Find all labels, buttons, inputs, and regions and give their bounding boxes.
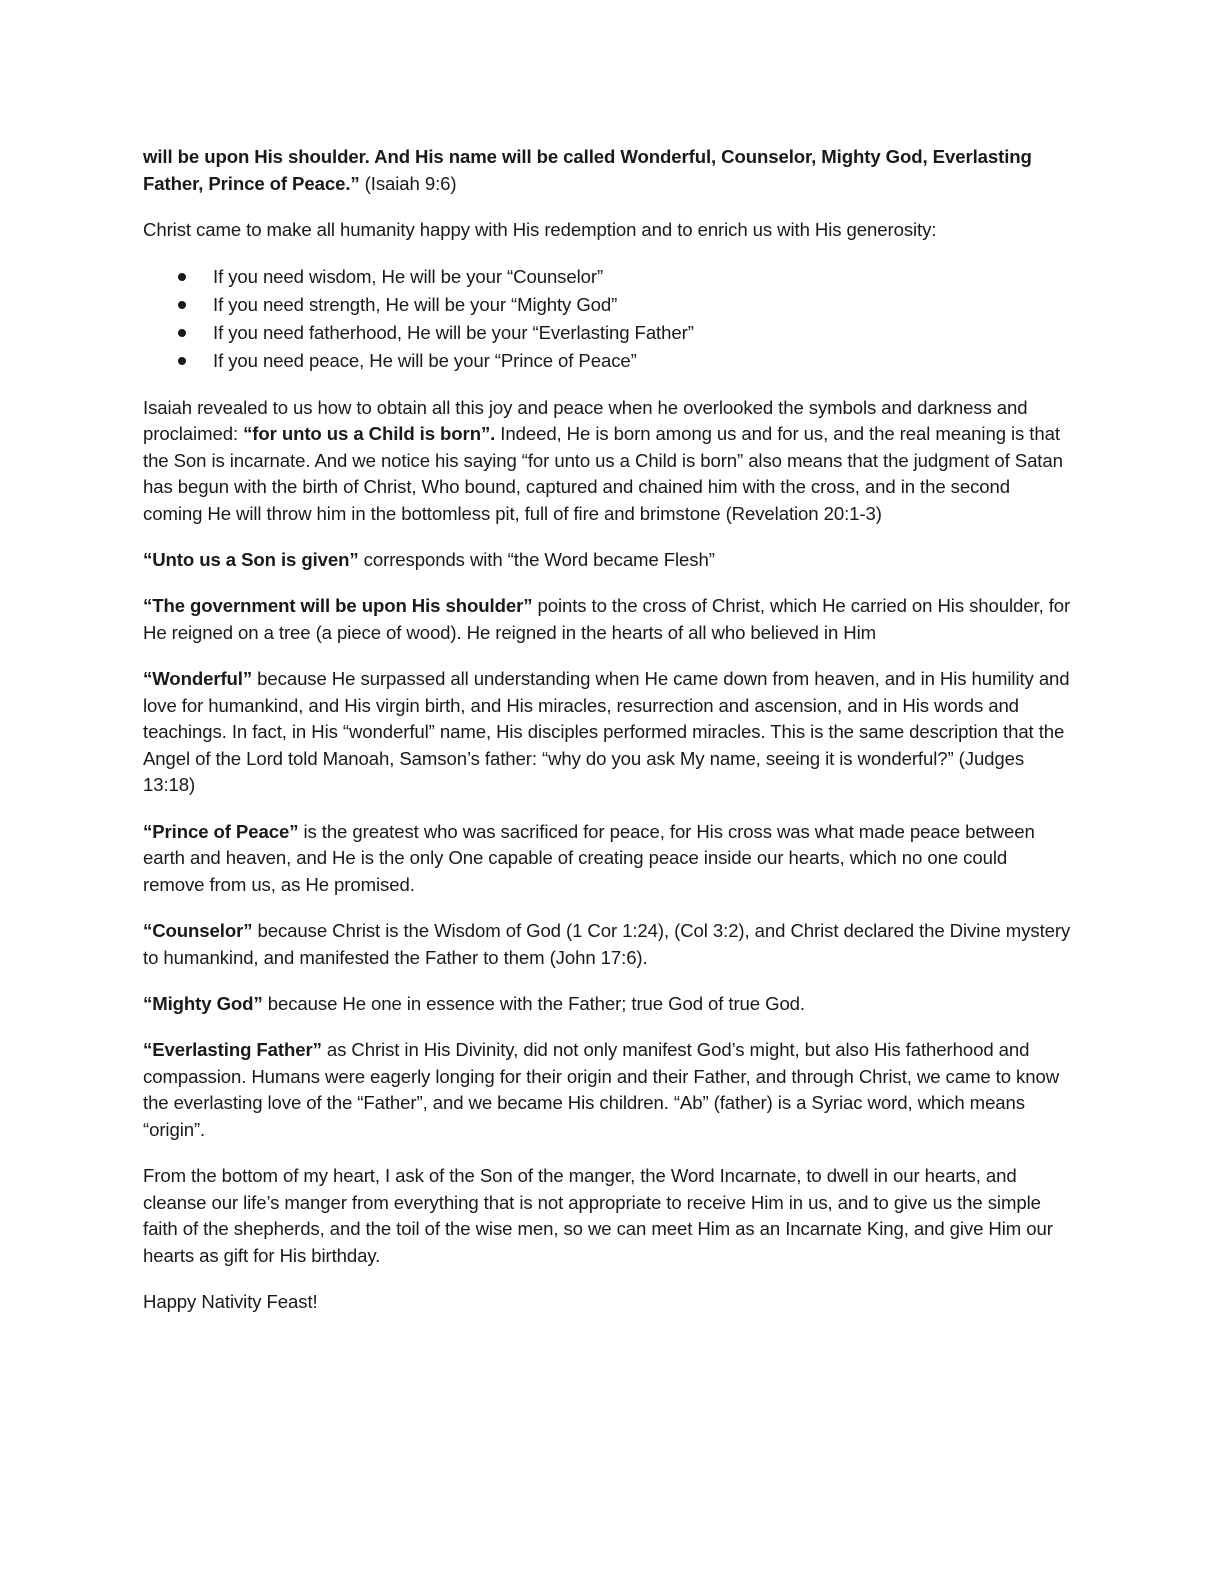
wonderful-bold: “Wonderful” bbox=[143, 668, 253, 690]
father-bold: “Everlasting Father” bbox=[143, 1039, 322, 1060]
son-paragraph bbox=[143, 547, 1073, 574]
opening-bold: will be upon His shoulder. And His name will be called Wonderful, Counselor, Mighty God, Everlasting Father, Prince of Peace.” bbox=[143, 146, 1032, 194]
mighty-paragraph bbox=[143, 991, 1073, 1018]
list-item-text: If you need wisdom, He will be your “Counselor” bbox=[213, 265, 604, 287]
wonderful-text: because He surpassed all understanding when He came down from heaven, and in His humility and love for humankind, and His virgin birth, and His miracles, resurrection and ascension, and in His words and teachings. In fact, in His “wonderful” name, His disciples performed miracles. This is the same description that the Angel of the Lord told Manoah, Samson’s father: “why do you ask My name, seeing it is wonderful?” (Judges 13:18) bbox=[143, 668, 1070, 796]
bullet-icon bbox=[178, 357, 186, 365]
list-item bbox=[143, 291, 1073, 319]
isaiah-before: Isaiah revealed to us how to obtain all this joy and peace when he overlooked the symbols and darkness and proclaimed: bbox=[143, 396, 1028, 445]
prince-bold: “Prince of Peace” bbox=[143, 820, 299, 842]
mighty-bold: “Mighty God” bbox=[143, 992, 263, 1014]
government-bold: “The government will be upon His shoulder” bbox=[143, 595, 533, 617]
isaiah-after: Indeed, He is born among us and for us, and the real meaning is that the Son is incarnate. And we notice his saying “for unto us a Child is born” also means that the judgment of Satan has begun with the birth of Christ, Who bound, captured and chained him with the cross, and in the second coming He will throw him in the bottomless pit, full of fire and brimstone (Revelation 20:1-3) bbox=[143, 423, 1063, 524]
list-item-text: If you need peace, He will be your “Prince of Peace” bbox=[213, 349, 637, 371]
counselor-paragraph bbox=[143, 918, 1073, 971]
bullet-list bbox=[143, 263, 1073, 375]
bullet-icon bbox=[178, 329, 186, 337]
bullet-icon bbox=[178, 273, 186, 281]
counselor-text: because Christ is the Wisdom of God (1 Cor 1:24), (Col 3:2), and Christ declared the Divine mystery to humankind, and manifested the Father to them (John 17:6). bbox=[143, 920, 1071, 968]
opening-paragraph bbox=[143, 144, 1073, 197]
opening-ref: (Isaiah 9:6) bbox=[359, 172, 457, 194]
government-text: points to the cross of Christ, which He carried on His shoulder, for He reigned on a tree (a piece of wood). He reigned in the hearts of all who believed in Him bbox=[143, 595, 1071, 643]
counselor-bold: “Counselor” bbox=[143, 920, 253, 942]
greeting: Happy Nativity Feast! bbox=[143, 1290, 318, 1312]
son-bold: “Unto us a Son is given” bbox=[143, 549, 359, 571]
list-item-text: If you need strength, He will be your “Mighty God” bbox=[213, 293, 618, 315]
prince-paragraph bbox=[143, 819, 1073, 899]
list-item bbox=[143, 263, 1073, 291]
bullet-icon bbox=[178, 301, 186, 309]
list-item bbox=[143, 347, 1073, 375]
son-text: corresponds with “the Word became Flesh” bbox=[358, 549, 715, 571]
prince-text: is the greatest who was sacrificed for peace, for His cross was what made peace between earth and heaven, and He is the only One capable of creating peace inside our hearts, which no one could remove from us, as He promised. bbox=[143, 820, 1035, 895]
mighty-text: because He one in essence with the Father; true God of true God. bbox=[262, 992, 805, 1014]
father-paragraph bbox=[143, 1037, 1073, 1143]
wonderful-paragraph bbox=[143, 666, 1073, 799]
closing-paragraph: From the bottom of my heart, I ask of the Son of the manger, the Word Incarnate, to dwell in our hearts, and cleanse our life’s manger from everything that is not appropriate to receive Him in us, and to give us the simple faith of the shepherds, and the toil of the wise men, so we can meet Him as an Incarnate King, and give Him our hearts as gift for His birthday. bbox=[143, 1164, 1053, 1266]
government-paragraph bbox=[143, 593, 1073, 646]
list-item bbox=[143, 319, 1073, 347]
isaiah-paragraph bbox=[143, 395, 1073, 528]
isaiah-bold: “for unto us a Child is born”. bbox=[243, 423, 496, 445]
list-item-text: If you need fatherhood, He will be your “Everlasting Father” bbox=[213, 321, 694, 343]
document-page bbox=[143, 144, 1073, 1335]
intro-paragraph: Christ came to make all humanity happy with His redemption and to enrich us with His generosity: bbox=[143, 218, 937, 240]
father-text: as Christ in His Divinity, did not only manifest God’s might, but also His fatherhood and compassion. Humans were eagerly longing for their origin and their Father, and through Christ, we came to know the everlasting love of the “Father”, and we became His children. “Ab” (father) is a Syriac word, which means “origin”. bbox=[143, 1039, 1060, 1140]
